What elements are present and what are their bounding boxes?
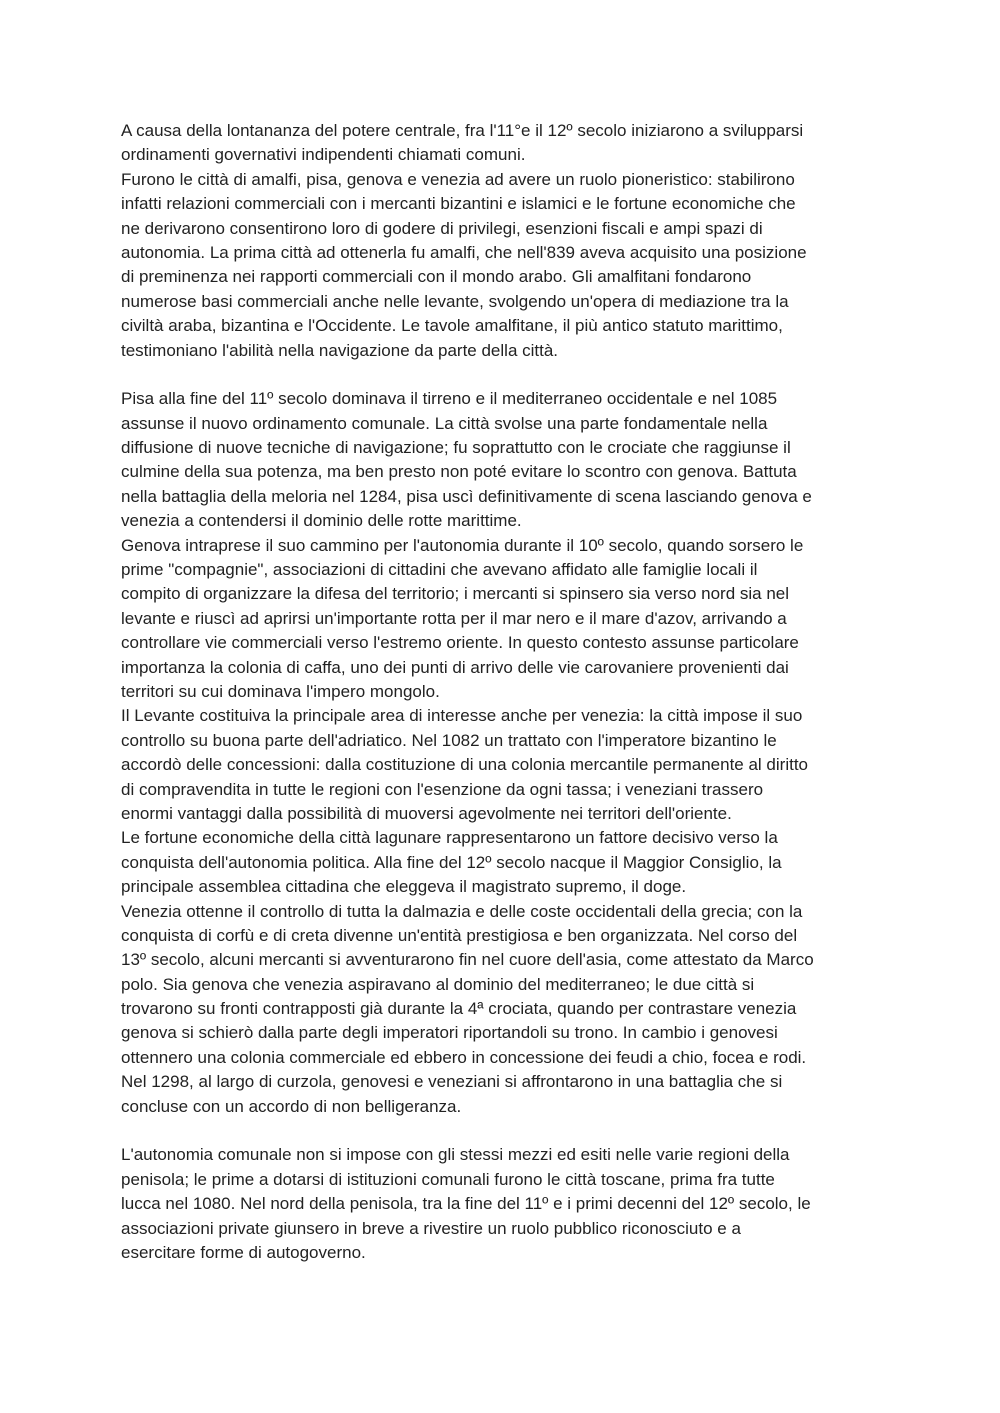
text-line: di compravendita in tutte le regioni con l'esenzione da ogni tassa; i veneziani trassero xyxy=(121,779,764,799)
text-line: territori su cui dominava l'impero mongolo. xyxy=(121,681,440,701)
paragraph-spacer xyxy=(121,1119,891,1143)
document-page xyxy=(121,119,891,1265)
text-line: esercitare forme di autogoverno. xyxy=(121,1242,366,1262)
text-line: polo. Sia genova che venezia aspiravano al dominio del mediterraneo; le due città si xyxy=(121,974,755,994)
text-line: ottennero una colonia commerciale ed ebbero in concessione dei feudi a chio, focea e rodi. xyxy=(121,1047,807,1067)
text-line: Nel 1298, al largo di curzola, genovesi e veneziani si affrontarono in una battaglia che si xyxy=(121,1072,783,1092)
text-line: numerose basi commerciali anche nelle levante, svolgendo un'opera di mediazione tra la xyxy=(121,291,789,311)
text-line: Genova intraprese il suo cammino per l'autonomia durante il 10º secolo, quando sorsero le xyxy=(121,535,804,555)
text-line: levante e riuscì ad aprirsi un'importante rotta per il mar nero e il mare d'azov, arrivando a xyxy=(121,608,787,628)
text-line: 13º secolo, alcuni mercanti si avventurarono fin nel cuore dell'asia, come attestato da Marco xyxy=(121,950,814,970)
text-line: diffusione di nuove tecniche di navigazione; fu soprattutto con le crociate che raggiunse il xyxy=(121,438,791,458)
text-line: controllare vie commerciali verso l'estremo oriente. In questo contesto assunse particolare xyxy=(121,633,799,653)
paragraph-2 xyxy=(121,387,891,1119)
text-line: trovarono su fronti contrapposti già durante la 4ª crociata, quando per contrastare venezia xyxy=(121,999,797,1019)
text-line: accordò delle concessioni: dalla costituzione di una colonia mercantile permanente al diritto xyxy=(121,755,809,775)
paragraph-1 xyxy=(121,119,891,363)
text-line: ne derivarono consentirono loro di godere di privilegi, esenzioni fiscali e ampi spazi di xyxy=(121,218,763,238)
text-line: L'autonomia comunale non si impose con gli stessi mezzi ed esiti nelle varie regioni della xyxy=(121,1145,790,1165)
text-line: A causa della lontananza del potere centrale, fra l'11°e il 12º secolo iniziarono a svilupparsi xyxy=(121,121,804,140)
text-line: principale assemblea cittadina che eleggeva il magistrato supremo, il doge. xyxy=(121,877,687,897)
text-line: nella battaglia della meloria nel 1284, pisa uscì definitivamente di scena lasciando genova e xyxy=(121,486,812,506)
text-line: Furono le città di amalfi, pisa, genova e venezia ad avere un ruolo pioneristico: stabilirono xyxy=(121,169,795,189)
text-line: conquista dell'autonomia politica. Alla fine del 12º secolo nacque il Maggior Consiglio, la xyxy=(121,852,782,872)
text-line: importanza la colonia di caffa, uno dei punti di arrivo delle vie carovaniere provenienti dai xyxy=(121,657,789,677)
text-line: assunse il nuovo ordinamento comunale. La città svolse una parte fondamentale nella xyxy=(121,413,768,433)
text-line: civiltà araba, bizantina e l'Occidente. Le tavole amalfitane, il più antico statuto marittimo, xyxy=(121,316,783,336)
text-line: culmine della sua potenza, ma ben presto non poté evitare lo scontro con genova. Battuta xyxy=(121,462,797,482)
text-line: compito di organizzare la difesa del territorio; i mercanti si spinsero sia verso nord sia nel xyxy=(121,584,790,604)
text-line: autonomia. La prima città ad ottenerla fu amalfi, che nell'839 aveva acquisito una posizione xyxy=(121,242,807,262)
text-line: di preminenza nei rapporti commerciali con il mondo arabo. Gli amalfitani fondarono xyxy=(121,267,752,287)
text-line: venezia a contendersi il dominio delle rotte marittime. xyxy=(121,511,522,531)
paragraph-3 xyxy=(121,1143,891,1265)
text-line: genova si schierò dalla parte degli imperatori riportandoli su trono. In cambio i genovesi xyxy=(121,1023,778,1043)
text-line: testimoniano l'abilità nella navigazione da parte della città. xyxy=(121,340,559,360)
text-line: Le fortune economiche della città lagunare rappresentarono un fattore decisivo verso la xyxy=(121,828,778,848)
text-line: lucca nel 1080. Nel nord della penisola, tra la fine del 11º e i primi decenni del 12º secolo, le xyxy=(121,1194,811,1214)
text-line: Venezia ottenne il controllo di tutta la dalmazia e delle coste occidentali della grecia; con la xyxy=(121,901,803,921)
text-line: Il Levante costituiva la principale area di interesse anche per venezia: la città impose il suo xyxy=(121,706,803,726)
text-line: controllo su buona parte dell'adriatico. Nel 1082 un trattato con l'imperatore bizantino le xyxy=(121,730,777,750)
text-line: enormi vantaggi dalla possibilità di muoversi agevolmente nei territori dell'oriente. xyxy=(121,803,732,823)
text-line: associazioni private giunsero in breve a rivestire un ruolo pubblico riconosciuto e a xyxy=(121,1218,741,1238)
text-line: infatti relazioni commerciali con i mercanti bizantini e islamici e le fortune economiche che xyxy=(121,194,796,214)
text-line: concluse con un accordo di non belligeranza. xyxy=(121,1096,462,1116)
text-line: prime "compagnie", associazioni di cittadini che avevano affidato alle famiglie locali il xyxy=(121,560,758,580)
text-line: Pisa alla fine del 11º secolo dominava il tirreno e il mediterraneo occidentale e nel 1085 xyxy=(121,389,778,409)
text-line: ordinamenti governativi indipendenti chiamati comuni. xyxy=(121,145,526,165)
paragraph-spacer xyxy=(121,363,891,387)
text-line: penisola; le prime a dotarsi di istituzioni comunali furono le città toscane, prima fra tutte xyxy=(121,1169,775,1189)
text-line: conquista di corfù e di creta divenne un'entità prestigiosa e ben organizzata. Nel corso del xyxy=(121,925,798,945)
